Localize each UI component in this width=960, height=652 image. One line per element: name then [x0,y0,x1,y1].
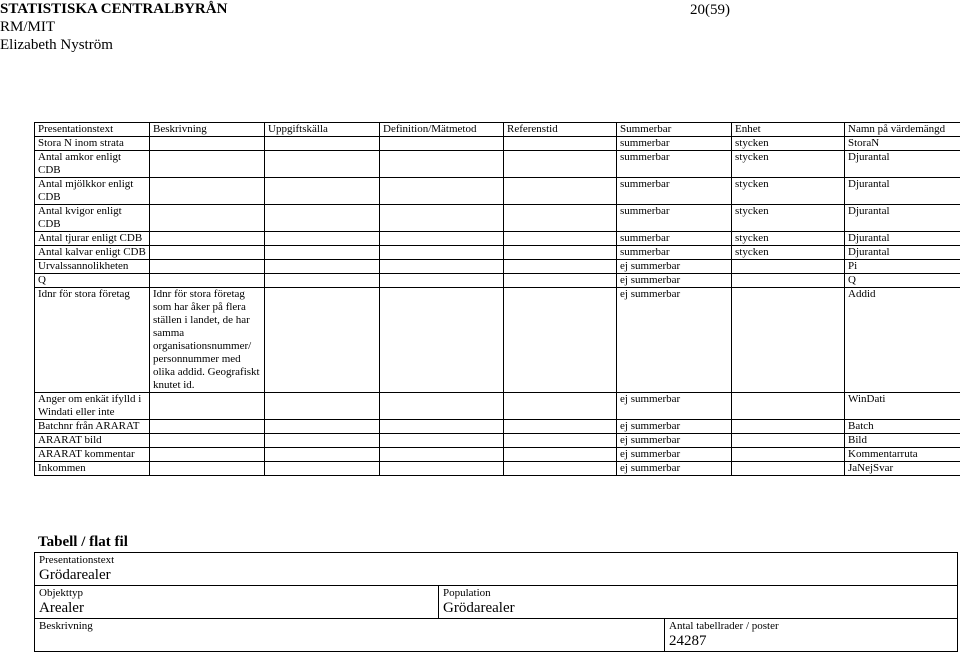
table-cell [504,462,617,476]
table-cell: Antal amkor enligt CDB [35,151,150,178]
beskrivning-box [34,618,665,652]
table-cell: stycken [732,151,845,178]
table-cell [150,260,265,274]
table-cell: ej summerbar [617,434,732,448]
table-cell [150,205,265,232]
table-cell: Batchnr från ARARAT [35,420,150,434]
table-row [35,288,960,393]
table-cell [150,151,265,178]
table-cell [504,178,617,205]
antal-value: 24287 [669,633,953,650]
table-row [35,178,960,205]
table-row [35,151,960,178]
table-cell [150,246,265,260]
table-cell: Djurantal [845,232,960,246]
column-header: Uppgiftskälla [265,123,380,137]
table-cell [380,178,504,205]
table-cell: ej summerbar [617,260,732,274]
table-cell [265,260,380,274]
table-cell [380,205,504,232]
table-cell [265,205,380,232]
table-cell: Q [35,274,150,288]
table-cell [150,420,265,434]
population-value: Grödarealer [443,600,953,617]
table-cell: stycken [732,232,845,246]
table-cell: Idnr för stora företag [35,288,150,393]
table-cell [380,448,504,462]
table-cell: Antal kvigor enligt CDB [35,205,150,232]
table-cell: stycken [732,205,845,232]
table-row [35,448,960,462]
table-cell: Idnr för stora företag som har åker på flera ställen i landet, de har samma organisationsnummer/ personnummer med olika addid. Geografiskt knutet id. [150,288,265,393]
table-cell: Antal kalvar enligt CDB [35,246,150,260]
table-row [35,205,960,232]
table-row [35,274,960,288]
table-cell [265,288,380,393]
table-cell: Anger om enkät ifylld i Windati eller inte [35,393,150,420]
table-cell [380,151,504,178]
objekttyp-label: Objekttyp [39,587,434,600]
table-cell: Pi [845,260,960,274]
antal-label: Antal tabellrader / poster [669,620,953,633]
table-cell: Bild [845,434,960,448]
table-cell [732,260,845,274]
table-row [35,462,960,476]
table-row [35,137,960,151]
table-cell: Stora N inom strata [35,137,150,151]
table-cell [504,151,617,178]
table-cell [265,420,380,434]
table-cell [732,420,845,434]
table-cell: Djurantal [845,246,960,260]
table-cell [265,137,380,151]
table-cell [150,274,265,288]
table-cell [380,393,504,420]
table-cell [732,434,845,448]
objekttyp-box [34,585,439,619]
table-cell: Urvalssannolikheten [35,260,150,274]
table-cell [504,434,617,448]
table-cell: summerbar [617,178,732,205]
table-cell: JaNejSvar [845,462,960,476]
column-header: Namn på värdemängd [845,123,960,137]
table-cell [150,434,265,448]
table-cell: Kommentarruta [845,448,960,462]
table-cell [380,462,504,476]
table-cell [504,232,617,246]
population-label: Population [443,587,953,600]
table-cell [504,420,617,434]
department: RM/MIT [0,19,55,36]
table-cell: summerbar [617,137,732,151]
table-cell [150,393,265,420]
presentation-box [34,552,958,586]
table-cell [150,137,265,151]
table-cell [504,274,617,288]
table-cell [732,448,845,462]
table-cell [504,205,617,232]
table-cell [380,274,504,288]
table-cell [504,448,617,462]
table-cell [265,178,380,205]
table-cell [265,393,380,420]
table-cell [150,462,265,476]
table-cell: summerbar [617,151,732,178]
table-cell [265,232,380,246]
variables-table [34,122,960,476]
table-cell [504,137,617,151]
table-cell: ARARAT bild [35,434,150,448]
table-cell: summerbar [617,205,732,232]
table-cell: ej summerbar [617,448,732,462]
table-cell [265,448,380,462]
table-cell: ej summerbar [617,462,732,476]
table-cell: Addid [845,288,960,393]
flat-file-section [34,532,958,652]
table-cell [265,274,380,288]
table-cell: ARARAT kommentar [35,448,150,462]
table-cell [150,178,265,205]
table-cell: Q [845,274,960,288]
column-header: Definition/Mätmetod [380,123,504,137]
table-row [35,260,960,274]
table-cell: summerbar [617,232,732,246]
table-row [35,393,960,420]
beskrivning-label: Beskrivning [39,620,660,633]
table-cell [504,246,617,260]
table-cell: Inkommen [35,462,150,476]
table-cell [150,232,265,246]
table-cell: Antal tjurar enligt CDB [35,232,150,246]
presentation-label: Presentationstext [39,554,953,567]
table-cell [504,260,617,274]
table-cell [380,232,504,246]
table-cell [732,393,845,420]
table-row [35,246,960,260]
population-box [438,585,958,619]
table-cell: ej summerbar [617,393,732,420]
column-header: Presentationstext [35,123,150,137]
table-cell [265,151,380,178]
table-cell [380,420,504,434]
table-cell [732,274,845,288]
presentation-value: Grödarealer [39,567,953,584]
org-name: STATISTISKA CENTRALBYRÅN [0,1,227,18]
column-header: Beskrivning [150,123,265,137]
table-cell: Antal mjölkkor enligt CDB [35,178,150,205]
page-number: 20(59) [690,2,730,19]
table-cell [265,246,380,260]
column-header: Summerbar [617,123,732,137]
table-cell [150,448,265,462]
column-header: Enhet [732,123,845,137]
table-cell: Djurantal [845,151,960,178]
table-cell [265,434,380,448]
table-cell: ej summerbar [617,274,732,288]
table-cell: summerbar [617,246,732,260]
author: Elizabeth Nyström [0,37,113,54]
table-cell [380,137,504,151]
table-cell: stycken [732,178,845,205]
table-cell [380,260,504,274]
table-cell: Djurantal [845,205,960,232]
table-cell: ej summerbar [617,288,732,393]
table-cell [504,288,617,393]
table-cell [380,246,504,260]
table-cell [504,393,617,420]
table-row [35,420,960,434]
table-cell: ej summerbar [617,420,732,434]
table-cell [380,434,504,448]
table-cell: StoraN [845,137,960,151]
table-cell: stycken [732,137,845,151]
table-cell [380,288,504,393]
table-cell: Batch [845,420,960,434]
table-cell: WinDati [845,393,960,420]
objekttyp-value: Arealer [39,600,434,617]
column-header: Referenstid [504,123,617,137]
table-cell [732,462,845,476]
table-cell: Djurantal [845,178,960,205]
antal-box [664,618,958,652]
table-cell [265,462,380,476]
table-header-row [35,123,960,137]
flat-file-title: Tabell / flat fil [34,532,958,552]
table-cell: stycken [732,246,845,260]
table-row [35,232,960,246]
table-row [35,434,960,448]
table-cell [732,288,845,393]
